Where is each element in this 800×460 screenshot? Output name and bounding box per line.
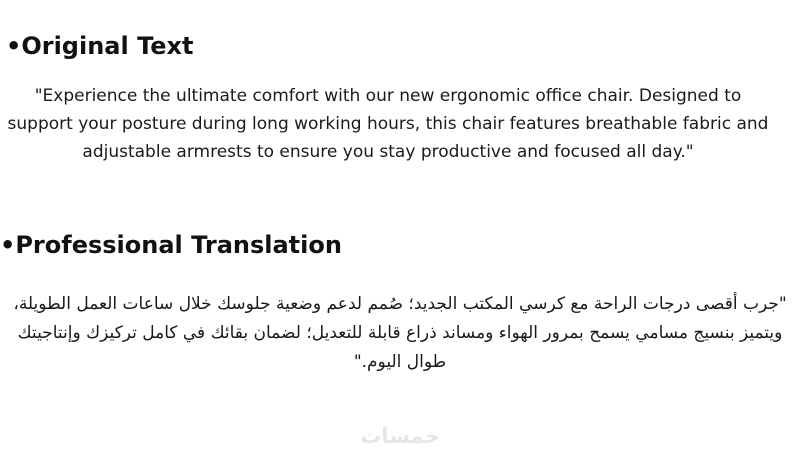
professional-translation-title: Professional Translation — [15, 231, 342, 259]
original-text-title: Original Text — [21, 32, 194, 60]
bullet-icon: • — [0, 231, 16, 259]
translation-text-body: "جرب أقصى درجات الراحة مع كرسي المكتب الجديد؛ صُمم لدعم وضعية جلوسك خلال ساعات العمل الطويلة، ويتميز بنسيج مسامي يسمح بمرور الهواء ومساند ذراع قابلة للتعديل؛ لضمان بقائك في كامل تركيزك وإنتاجيتك طوال اليوم." — [13, 294, 787, 372]
professional-translation-heading — [0, 231, 342, 259]
original-text-body: "Experience the ultimate comfort with our new ergonomic office chair. Designed to support your posture during long working hours, this chair features breathable fabric and adjustable armrests to ensure you stay productive and focused all day." — [7, 86, 769, 162]
original-text-heading — [6, 32, 194, 60]
bullet-icon: • — [6, 32, 22, 60]
khamsat-watermark-logo: خمسات — [360, 424, 440, 448]
